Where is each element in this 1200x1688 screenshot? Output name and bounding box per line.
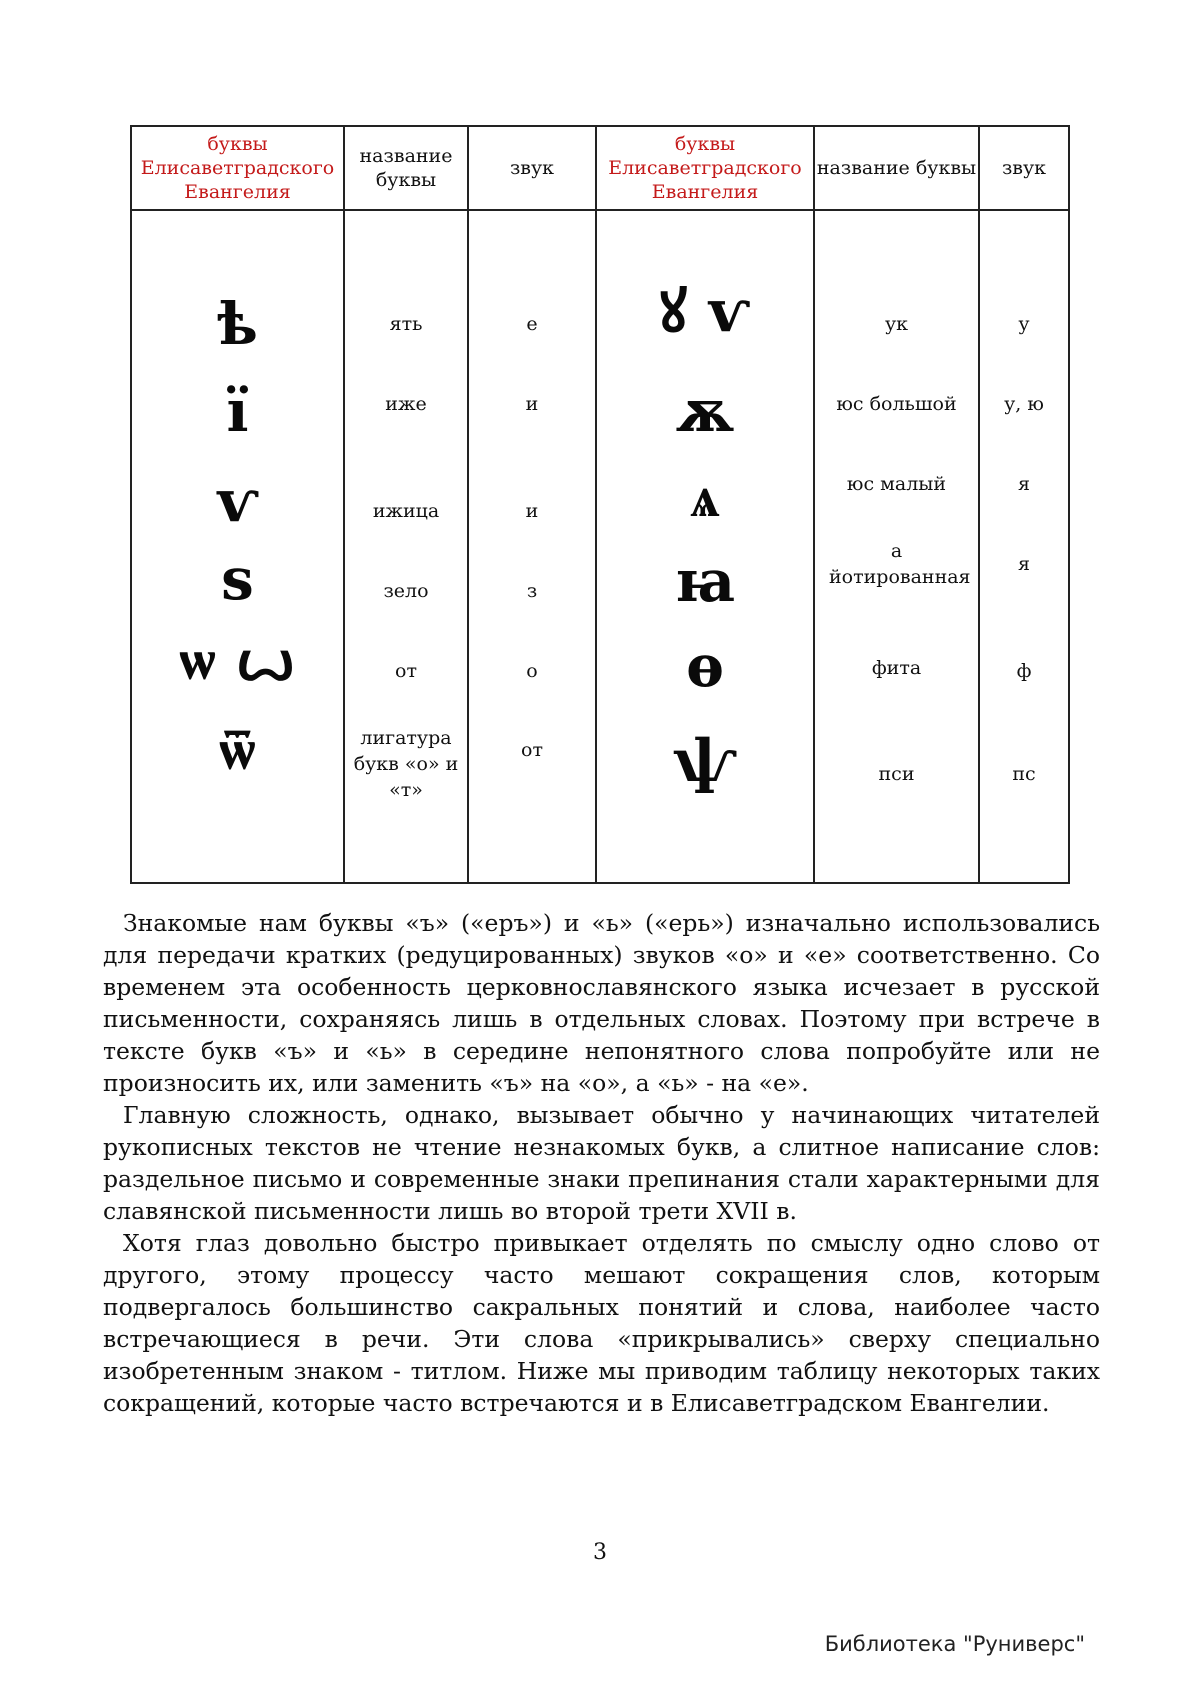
sound-fita: ф — [1016, 660, 1032, 682]
glyph-ot: ѡ ꙍ — [179, 625, 296, 693]
sound-izhitsa: и — [525, 500, 539, 522]
col-names-left — [344, 210, 468, 883]
letters-table-wrap — [130, 125, 1068, 880]
name-izhitsa: ижица — [372, 500, 440, 522]
name-uk: ук — [884, 313, 909, 335]
sound-yat: е — [526, 313, 538, 335]
page-number: 3 — [593, 1540, 607, 1565]
sound-izhe: и — [525, 393, 539, 415]
header-name-right: название буквы — [814, 126, 979, 210]
name-zelo: зело — [383, 580, 429, 602]
col-letters-left — [131, 210, 344, 883]
body-text — [103, 907, 1100, 1419]
sound-yus-small: я — [1018, 473, 1030, 495]
sound-zelo: з — [526, 580, 538, 602]
header-name-left: название буквы — [344, 126, 468, 210]
table-header-row — [131, 126, 1069, 210]
name-yus-small: юс малый — [846, 473, 947, 495]
sound-a-iotated: я — [1018, 553, 1030, 575]
sound-uk: у — [1018, 313, 1030, 335]
col-sounds-left — [468, 210, 596, 883]
col-names-right — [814, 210, 979, 883]
col-sounds-right — [979, 210, 1069, 883]
name-ot: от — [395, 660, 417, 682]
header-letters-right: буквы Елисаветградского Евангелия — [596, 126, 814, 210]
name-ot-ligature: лигатура букв «о» и «т» — [353, 727, 459, 801]
glyph-psi: ѱ — [672, 727, 738, 795]
paragraph-2: Главную сложность, однако, вызывает обычно у начинающих читателей рукописных текстов не чтение незнакомых букв, а слитное написание слов: раздельное письмо и современные знаки препинания стали характерными для славянской письменности лишь во второй трети XVII в. — [103, 1101, 1100, 1225]
col-letters-right — [596, 210, 814, 883]
name-yus-big: юс большой — [836, 393, 957, 415]
table-body-row — [131, 210, 1069, 883]
glyph-yus-small: ѧ — [690, 462, 720, 530]
paragraph-3: Хотя глаз довольно быстро привыкает отделять по смыслу одно слово от другого, этому процессу часто мешают сокращения слов, которым подвергалось большинство сакральных понятий и слова, наиболее часто встречающиеся в речи. Эти слова «прикрывались» сверху специально изобретенным знаком - титлом. Ниже мы приводим таблицу некоторых таких сокращений, которые часто встречаются и в Елисаветградском Евангелии. — [103, 1229, 1100, 1417]
name-izhe: иже — [385, 393, 427, 415]
letters-table — [130, 125, 1070, 884]
glyph-uk: ꙋ ѵ — [659, 277, 751, 345]
name-fita: фита — [871, 657, 922, 679]
name-yat: ять — [389, 313, 423, 335]
glyph-fita: ѳ — [686, 632, 724, 700]
glyph-yat: ѣ — [217, 290, 258, 358]
glyph-zelo: ѕ — [221, 545, 254, 613]
name-a-iotated: а йотированная — [829, 540, 971, 588]
glyph-yus-big: ѫ — [675, 377, 735, 445]
sound-ot: о — [526, 660, 538, 682]
header-sound-left: звук — [468, 126, 596, 210]
footer-credit: Библиотека "Руниверс" — [824, 1632, 1085, 1656]
glyph-ot-ligature: ѿ — [219, 715, 256, 783]
paragraph-1: Знакомые нам буквы «ъ» («еръ») и «ь» («ерь») изначально использовались для передачи кратких (редуцированных) звуков «о» и «е» соответственно. Со временем эта особенность церковнославянского языка исчезает в русской письменности, сохраняясь лишь в отдельных словах. Поэтому при встрече в тексте букв «ъ» и «ь» в середине непонятного слова попробуйте или не произносить их, или заменить «ъ» на «о», а «ь» - на «е». — [103, 909, 1100, 1097]
header-letters-left: буквы Елисаветградского Евангелия — [131, 126, 344, 210]
sound-ot-ligature: от — [521, 739, 543, 761]
sound-psi: пс — [1012, 763, 1036, 785]
glyph-a-iotated: ꙗ — [674, 547, 736, 615]
glyph-izhe: ї — [226, 377, 249, 445]
header-sound-right: звук — [979, 126, 1069, 210]
sound-yus-big: у, ю — [1004, 393, 1044, 415]
name-psi: пси — [878, 763, 915, 785]
glyph-izhitsa: ѵ — [215, 467, 260, 535]
